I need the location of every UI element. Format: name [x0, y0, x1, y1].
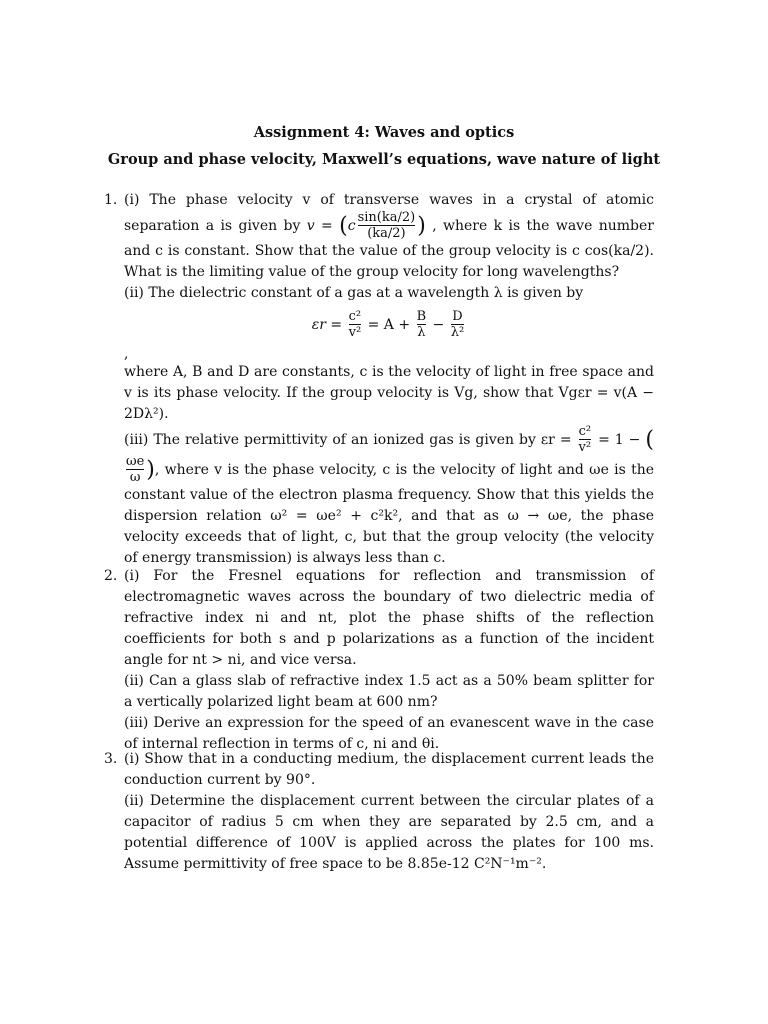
fraction — [417, 310, 427, 340]
eq-mid: = 1 − — [598, 432, 641, 448]
fraction — [358, 211, 416, 241]
eq-end: , — [154, 462, 160, 478]
eq-c: c — [347, 218, 356, 234]
question-2-part-ii: (ii) Can a glass slab of refractive index 1.5 act as a 50% beam splitter for a vertically polarized light beam at 600 nm? — [124, 673, 654, 710]
frac-denominator: (ka/2) — [358, 225, 416, 241]
fraction — [579, 425, 592, 455]
paren-close: ) — [417, 213, 426, 239]
question-3-part-i: (i) Show that in a conducting medium, the displacement current leads the conduction current by 90°. — [124, 751, 654, 788]
question-number: 1. — [104, 192, 118, 208]
question-body — [124, 566, 654, 755]
equation-comma: , — [124, 346, 129, 362]
paren-close: ) — [146, 457, 155, 483]
eq-mid: = A + — [367, 317, 411, 333]
question-number: 3. — [104, 751, 118, 767]
question-2-part-i: (i) For the Fresnel equations for reflection and transmission of electromagnetic waves across the boundary of two dielectric media of refractive index ni and nt, plot the phase shifts of the reflection coefficients for both s and p polarizations as a function of the incident angle for nt > ni, and vice versa. — [124, 568, 654, 668]
part-text: where v is the phase velocity, c is the velocity of light and ωe is the constant value of the electron plasma frequency. Show that this yields the dispersion relation ω² = ωe² + c²k², and that as ω → ωe, the phase velocity exceeds that of light, c, but that the group velocity (the velocity of energy transmission) is always less than c. — [124, 462, 654, 566]
assignment-subtitle: Group and phase velocity, Maxwell’s equations, wave nature of light — [107, 151, 661, 168]
frac-denominator: ω — [126, 469, 144, 485]
fraction — [126, 455, 144, 485]
question-1-part-ii-cont: where A, B and D are constants, c is the velocity of light in free space and v is its phase velocity. If the group velocity is Vg, show that Vgεr = v(A − 2Dλ²). — [124, 364, 654, 422]
paren-open: ( — [339, 213, 348, 239]
dielectric-equation — [124, 310, 654, 340]
question-3 — [104, 749, 664, 875]
phase-velocity-equation — [306, 210, 432, 241]
question-3-part-ii: (ii) Determine the displacement current between the circular plates of a capacitor of radius 5 cm when they are separated by 2.5 cm, and a potential difference of 100V is applied across the plates for 100 ms. Assume permittivity of free space to be 8.85e-12 C²N⁻¹m⁻². — [124, 793, 654, 872]
question-1-part-ii: (ii) The dielectric constant of a gas at a wavelength λ is given by — [124, 285, 584, 301]
fraction — [451, 310, 464, 340]
part-text: (iii) The relative permittivity of an ionized gas is given by εr = — [124, 432, 572, 448]
assignment-title: Assignment 4: Waves and optics — [253, 124, 515, 141]
frac-denominator: λ² — [450, 325, 465, 340]
frac-numerator: D — [452, 309, 463, 324]
frac-numerator: B — [416, 309, 427, 324]
question-number: 2. — [104, 568, 118, 584]
eq-lhs: εr = — [311, 317, 343, 333]
question-1-part-iii — [124, 425, 654, 569]
question-1 — [104, 190, 664, 569]
frac-denominator: v² — [348, 325, 362, 340]
frac-numerator: sin(ka/2) — [357, 210, 416, 225]
paren-open: ( — [645, 427, 654, 453]
question-body — [124, 190, 654, 569]
part-text: , where k is the wave number and c is constant. Show that the value of the group velocity is c cos(ka/2). What is the limiting value of the group velocity for long wavelengths? — [124, 218, 654, 280]
question-2-part-iii: (iii) Derive an expression for the speed of an evanescent wave in the case of internal reflection in terms of c, ni and θi. — [124, 715, 654, 752]
question-body — [124, 749, 654, 875]
fraction — [349, 310, 362, 340]
eq-lhs: v = — [306, 218, 333, 234]
part-text: (i) The phase velocity v of transverse waves in a crystal of atomic separation a is given by — [124, 192, 654, 234]
frac-denominator: v² — [578, 440, 592, 455]
frac-denominator: λ — [417, 325, 426, 340]
frac-numerator: ωe — [126, 454, 145, 469]
frac-numerator: c² — [578, 424, 592, 439]
question-1-part-i — [124, 190, 654, 283]
frac-numerator: c² — [348, 309, 362, 324]
question-2 — [104, 566, 664, 755]
eq-minus: − — [432, 317, 445, 333]
